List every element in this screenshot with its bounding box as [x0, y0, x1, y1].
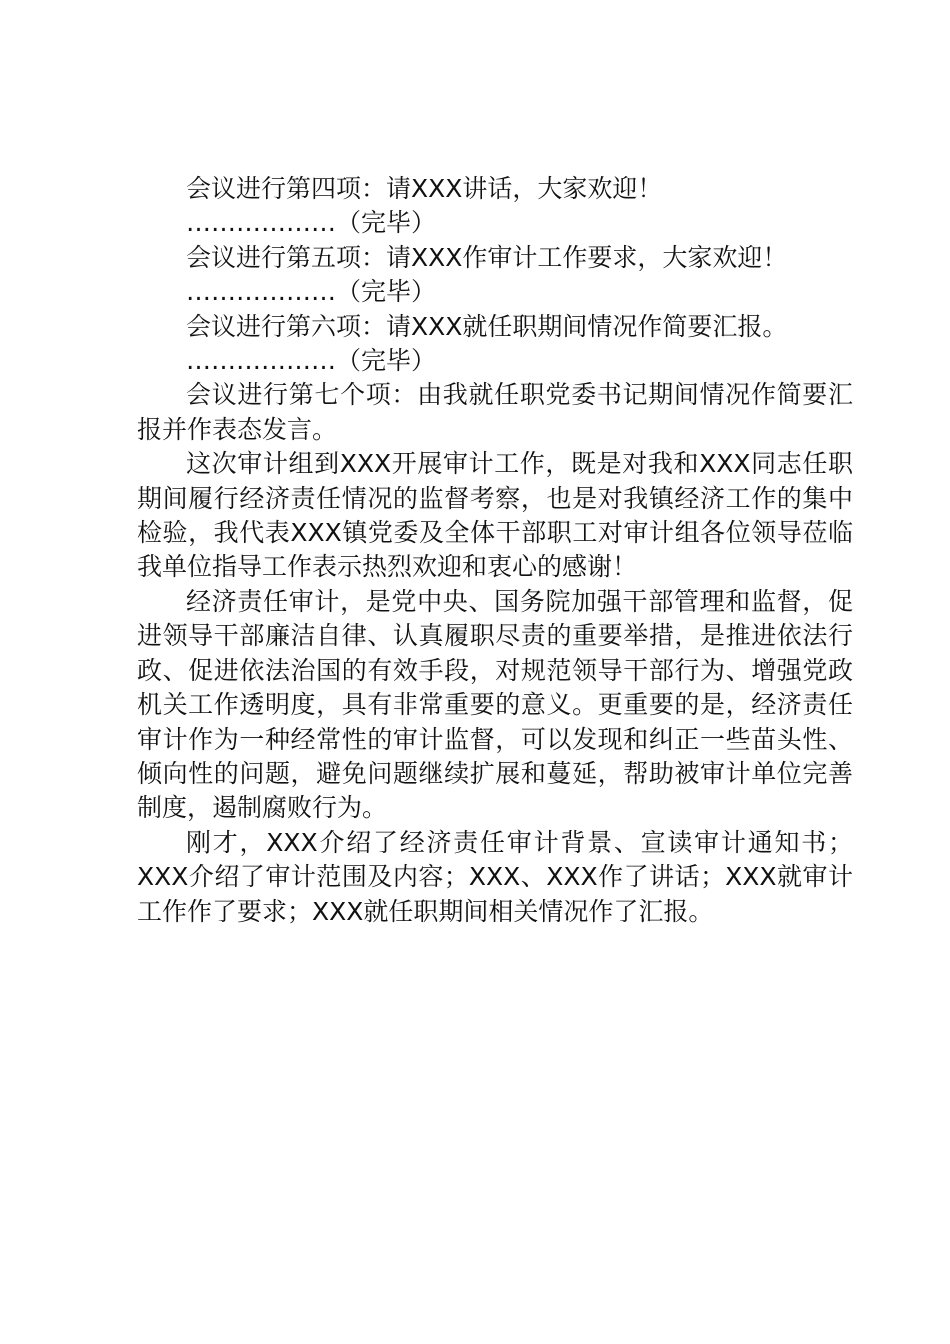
paragraph-audit-significance: 经济责任审计，是党中央、国务院加强干部管理和监督，促进领导干部廉洁自律、认真履职尽责的重要举措，是推进依法行政、促进依法治国的有效手段，对规范领导干部行为、增强党政机关工作透明度，具有非常重要的意义。更重要的是，经济责任审计作为一种经常性的审计监督，可以发现和纠正一些苗头性、倾向性的问题，避免问题继续扩展和蔓延，帮助被审计单位完善制度，遏制腐败行为。 — [137, 586, 853, 823]
document-body — [137, 172, 853, 929]
paragraph-item-4: 会议进行第四项：请XXX讲话，大家欢迎！ — [186, 174, 663, 203]
paragraph-item-6: 会议进行第六项：请XXX就任职期间情况作简要汇报。 — [186, 311, 788, 341]
paragraph-summary: 刚才，XXX介绍了经济责任审计背景、宣读审计通知书；XXX介绍了审计范围及内容；XXX、XXX作了讲话；XXX就审计工作作了要求；XXX就任职期间相关情况作了汇报。 — [137, 827, 853, 926]
paragraph-item-5: 会议进行第五项：请XXX作审计工作要求，大家欢迎！ — [186, 242, 788, 272]
paragraph-ellipsis-1: ………………（完毕） — [186, 208, 437, 238]
paragraph-ellipsis-3: ………………（完毕） — [186, 346, 437, 376]
paragraph-audit-intro: 这次审计组到XXX开展审计工作，既是对我和XXX同志任职期间履行经济责任情况的监督考察，也是对我镇经济工作的集中检验，我代表XXX镇党委及全体干部职工对审计组各位领导莅临我单位指导工作表示热烈欢迎和衷心的感谢！ — [137, 449, 853, 582]
paragraph-ellipsis-2: ………………（完毕） — [186, 277, 437, 307]
paragraph-item-7: 会议进行第七个项：由我就任职党委书记期间情况作简要汇报并作表态发言。 — [137, 380, 853, 444]
